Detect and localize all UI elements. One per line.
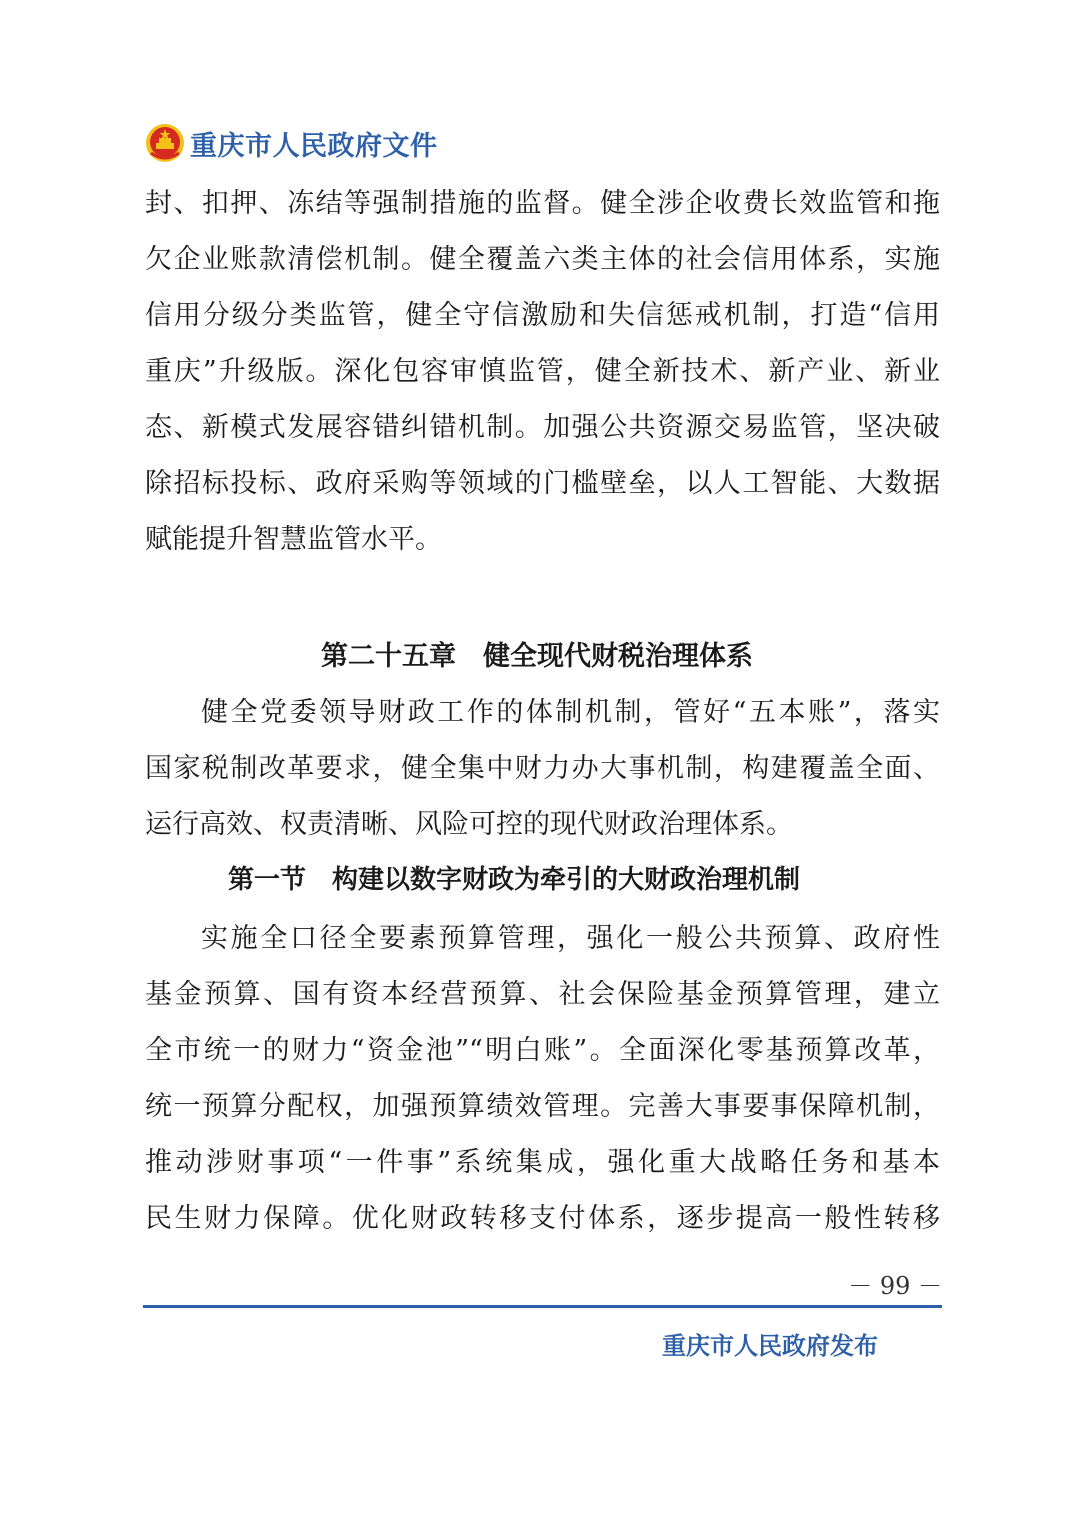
text-line: 运行高效、权责清晰、风险可控的现代财政治理体系。 (145, 809, 793, 840)
text-line: 欠企业账款清偿机制。健全覆盖六类主体的社会信用体系，实施 (145, 244, 940, 275)
text-line: 态、新模式发展容错纠错机制。加强公共资源交易监管，坚决破 (145, 412, 940, 443)
text-line: 推动涉财事项“一件事”系统集成，强化重大战略任务和基本 (145, 1147, 940, 1178)
text-line: 民生财力保障。优化财政转移支付体系，逐步提高一般性转移 (145, 1203, 940, 1234)
text-line: 国家税制改革要求，健全集中财力办大事机制，构建覆盖全面、 (145, 753, 940, 784)
page-number: － 99 － (848, 1272, 942, 1300)
text-line: 健全党委领导财政工作的体制机制，管好“五本账”，落实 (201, 697, 940, 728)
header-title: 重庆市人民政府文件 (190, 130, 438, 162)
national-emblem-icon (145, 123, 185, 163)
section-title: 第一节 构建以数字财政为牵引的大财政治理机制 (228, 865, 801, 895)
text-line: 统一预算分配权，加强预算绩效管理。完善大事要事保障机制， (145, 1091, 940, 1122)
text-line: 封、扣押、冻结等强制措施的监督。健全涉企收费长效监管和拖 (145, 188, 940, 219)
footer-divider (143, 1305, 942, 1308)
text-line: 除招标投标、政府采购等领域的门槛壁垒，以人工智能、大数据 (145, 468, 940, 499)
text-line: 基金预算、国有资本经营预算、社会保险基金预算管理，建立 (145, 979, 940, 1010)
chapter-title: 第二十五章 健全现代财税治理体系 (321, 641, 753, 672)
text-line: 信用分级分类监管，健全守信激励和失信惩戒机制，打造“信用 (145, 300, 940, 331)
text-line: 赋能提升智慧监管水平。 (145, 524, 442, 555)
text-line: 全市统一的财力“资金池”“明白账”。全面深化零基预算改革， (145, 1035, 940, 1066)
document-header (145, 120, 438, 166)
text-line: 实施全口径全要素预算管理，强化一般公共预算、政府性 (201, 923, 940, 954)
footer-publisher: 重庆市人民政府发布 (662, 1332, 878, 1360)
text-line: 重庆”升级版。深化包容审慎监管，健全新技术、新产业、新业 (145, 356, 940, 387)
